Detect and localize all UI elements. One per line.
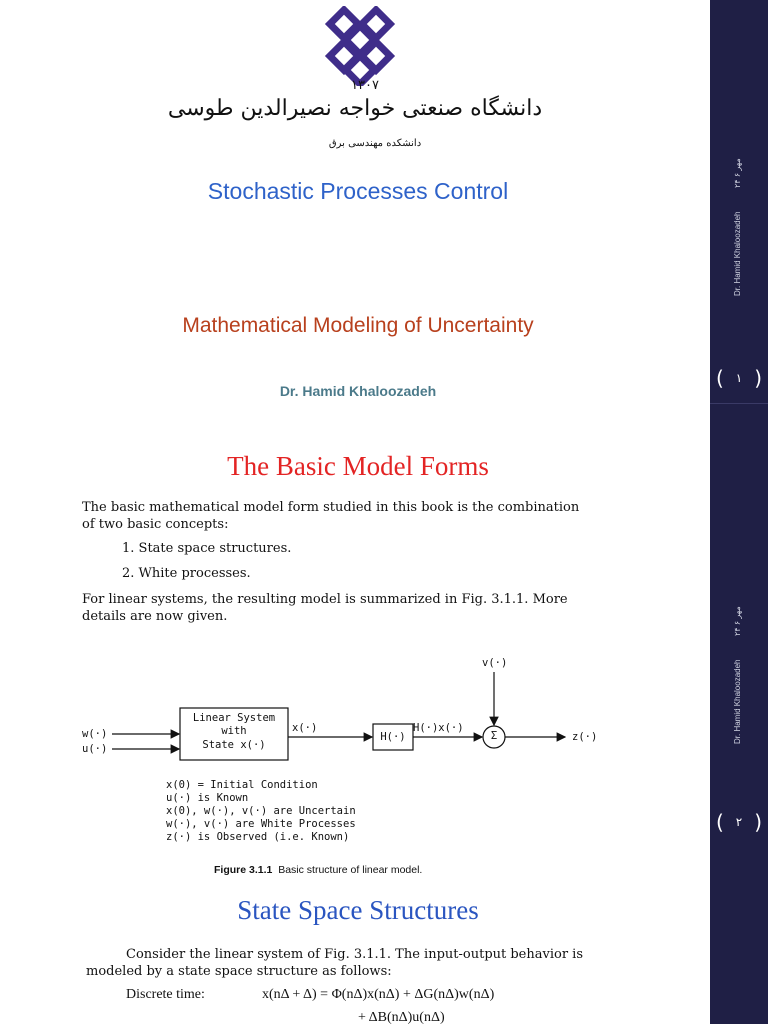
author-name: Dr. Hamid Khaloozadeh	[279, 383, 437, 399]
page-number-badge: ( ۱ )	[715, 366, 763, 390]
h-block-label: H(·)	[380, 731, 406, 743]
lecture-title: Mathematical Modeling of Uncertainty	[182, 314, 534, 337]
page-number: ۲	[735, 815, 743, 829]
list-item: 2. White processes.	[122, 566, 251, 581]
university-logo-icon	[320, 6, 400, 86]
sum-symbol: Σ	[490, 730, 498, 742]
figure-caption-text: Basic structure of linear model.	[278, 864, 423, 876]
footer-author: Dr. Hamid Khaloozadeh	[733, 211, 742, 296]
footer-author: Dr. Hamid Khaloozadeh	[733, 659, 742, 744]
university-year: ۱۳۰۷	[351, 78, 379, 93]
diagram-note: x(0) = Initial Condition	[166, 779, 318, 791]
slide-divider	[710, 403, 768, 404]
diagram-note: w(·), v(·) are White Processes	[166, 818, 356, 830]
paragraph-line: modeled by a state space structure as follows:	[86, 964, 392, 979]
university-name: دانشگاه صنعتی خواجه نصیرالدین طوسی	[167, 96, 543, 121]
linear-system-label: State x(·)	[202, 739, 266, 751]
page-number: ۱	[735, 371, 743, 385]
w-input-label: w(·)	[82, 728, 108, 740]
state-equation: x(nΔ + Δ) = Φ(nΔ)x(nΔ) + ΔG(nΔ)w(nΔ)	[262, 987, 495, 1002]
block-diagram	[80, 650, 620, 780]
paragraph-line: The basic mathematical model form studied in this book is the combination	[82, 500, 580, 515]
paragraph-line: Consider the linear system of Fig. 3.1.1. The input-output behavior is	[126, 947, 584, 962]
slide-sidebar	[710, 0, 768, 1024]
page-number-badge: ( ۲ )	[715, 810, 763, 834]
footer-date: ۲۴ مهر ۶	[733, 158, 742, 188]
figure-number: Figure 3.1.1	[214, 864, 273, 876]
state-equation-continued: + ΔB(nΔ)u(nΔ)	[358, 1010, 445, 1025]
linear-system-label: Linear System	[192, 712, 276, 724]
course-title: Stochastic Processes Control	[207, 178, 509, 204]
paragraph-line: For linear systems, the resulting model is summarized in Fig. 3.1.1. More	[82, 592, 568, 607]
section-heading-basic-model: The Basic Model Forms	[227, 451, 489, 481]
section-heading-state-space: State Space Structures	[237, 895, 479, 925]
footer-date: ۲۴ مهر ۶	[733, 606, 742, 636]
linear-system-label: with	[221, 725, 247, 737]
diagram-note: z(·) is Observed (i.e. Known)	[166, 831, 350, 843]
x-signal-label: x(·)	[292, 722, 318, 734]
equation-label: Discrete time:	[126, 987, 205, 1002]
list-item: 1. State space structures.	[122, 541, 292, 556]
z-output-label: z(·)	[572, 731, 598, 743]
v-input-label: v(·)	[482, 657, 508, 669]
figure-caption	[214, 864, 422, 876]
hx-signal-label: H(·)x(·)	[413, 722, 464, 734]
diagram-note: x(0), w(·), v(·) are Uncertain	[166, 805, 356, 817]
paragraph-line: details are now given.	[82, 609, 228, 624]
faculty-name: دانشکده مهندسی برق	[328, 138, 422, 149]
paragraph-line: of two basic concepts:	[82, 517, 229, 532]
diagram-note: u(·) is Known	[166, 792, 249, 804]
u-input-label: u(·)	[82, 743, 108, 755]
